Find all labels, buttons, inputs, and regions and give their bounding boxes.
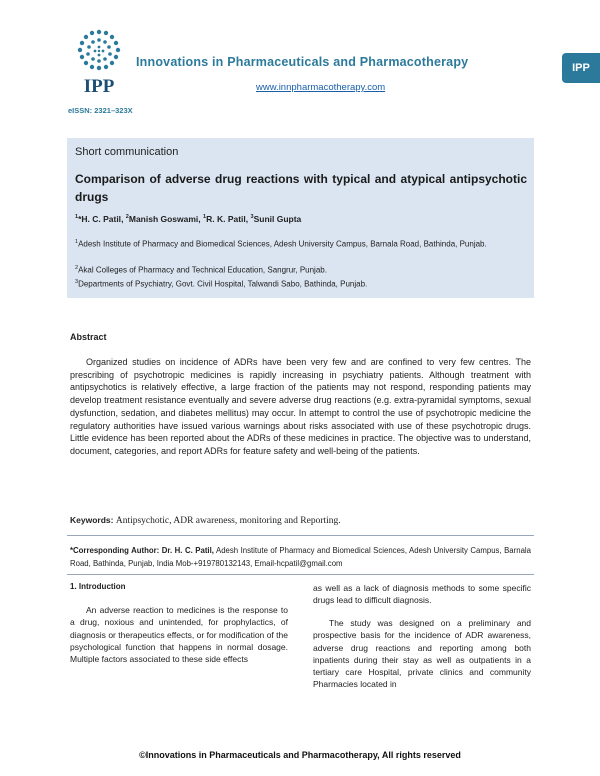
intro-right-paragraph-1: as well as a lack of diagnosis methods to some specific drugs lead to difficult diagnosis. <box>313 583 531 606</box>
author-sup: 1 <box>75 214 79 221</box>
svg-text:IPP: IPP <box>83 76 115 97</box>
keywords <box>70 515 341 526</box>
author-mark: * <box>78 214 82 224</box>
divider <box>67 535 534 536</box>
affiliation-text: Akal Colleges of Pharmacy and Technical Education, Sangrur, Punjab. <box>78 265 327 275</box>
intro-right-paragraph-2: The study was designed on a preliminary and prospective basis for the incidence of ADR awareness, adverse drug reactions and reporting among both inpatients during their stay as well as outpatients in a tertiary care Hospital, private clinics and community Pharmacies located in <box>313 618 531 690</box>
abstract-text: Organized studies on incidence of ADRs have been very few and are confined to very few centres. The prescribing of psychotropic medicines is rapidly increasing in psychiatry patients. Although treatment with antipsychotics is relatively effective, a large fraction of the patients may not respond, responding patients may develop treatment resistance eventually and severe adverse drug reactions (e.g. extra-pyramidal symptoms, sexual dysfunction, sedation, and diabetes mellitus) may occur. In attempt to control the use of psychotropic medicine the regulatory authorities have issued various warnings about risks associated with use of these psychotropic drugs. Little evidence has been reported about the ADRs of these medicines in practice. The objective was to understand, document, categories, and report ADRs for feature safety and well-being of the patients. <box>70 357 531 456</box>
article-type: Short communication <box>75 146 179 158</box>
issn-label: eISSN: 2321–323X <box>68 106 133 115</box>
author-sup: 3 <box>250 214 254 221</box>
corresponding-author <box>70 544 531 570</box>
article-title: Comparison of adverse drug reactions with typical and atypical antipsychotic drugs <box>75 172 527 204</box>
author-list: $^1$*H. C. Patil, $^2$Manish Goswami, $^1$R. K. Patil, $^3$Sunil Gupta <box>75 214 302 224</box>
journal-url-link[interactable]: www.innpharmacotherapy.com <box>256 82 386 93</box>
divider <box>67 574 534 575</box>
keywords-label: Keywords: <box>70 515 114 525</box>
author-name: Manish Goswami <box>128 214 199 224</box>
intro-left-paragraph: An adverse reaction to medicines is the response to a drug, noxious and unintended, for prophylactics, of diagnosis or therapeutics effects, or for modification of the psychological function that happens in normal dosage. Multiple factors associated to these side effects <box>70 605 288 665</box>
author-sup: 1 <box>203 214 207 221</box>
footer-copyright: ©Innovations in Pharmaceuticals and Pharmacotherapy, All rights reserved <box>139 750 461 760</box>
journal-logo <box>68 26 130 98</box>
affiliation-sup: 3 <box>75 279 79 285</box>
abstract-heading: Abstract <box>70 332 107 342</box>
affiliation-2 <box>75 263 525 276</box>
author-name: H. C. Patil <box>81 214 122 224</box>
author-name: Sunil Gupta <box>253 214 302 224</box>
affiliation-3 <box>75 277 525 290</box>
affiliation-sup: 2 <box>75 265 79 271</box>
article-info-box <box>67 138 534 298</box>
journal-title: Innovations in Pharmaceuticals and Pharmacotherapy <box>136 55 469 69</box>
author-sup: 2 <box>125 214 129 221</box>
journal-badge: IPP <box>562 53 600 83</box>
affiliation-1 <box>75 237 525 250</box>
corresponding-label: *Corresponding Author: Dr. H. C. Patil, <box>70 546 214 555</box>
affiliation-text: Departments of Psychiatry, Govt. Civil Hospital, Talwandi Sabo, Bathinda, Punjab. <box>78 279 368 289</box>
author-name: R. K. Patil <box>206 214 246 224</box>
affiliation-text: Adesh Institute of Pharmacy and Biomedical Sciences, Adesh University Campus, Barnala Road, Bathinda, Punjab. <box>78 239 487 249</box>
affiliation-sup: 1 <box>75 239 79 245</box>
intro-heading: 1. Introduction <box>70 582 126 591</box>
corresponding-text: Adesh Institute of Pharmacy and Biomedical Sciences, Adesh University Campus, Barnala Road, Bathinda, Punjab, India Mob-+919780132143, Email-hcpatil@gmail.com <box>70 546 531 568</box>
keywords-text: Antipsychotic, ADR awareness, monitoring and Reporting. <box>115 516 341 526</box>
